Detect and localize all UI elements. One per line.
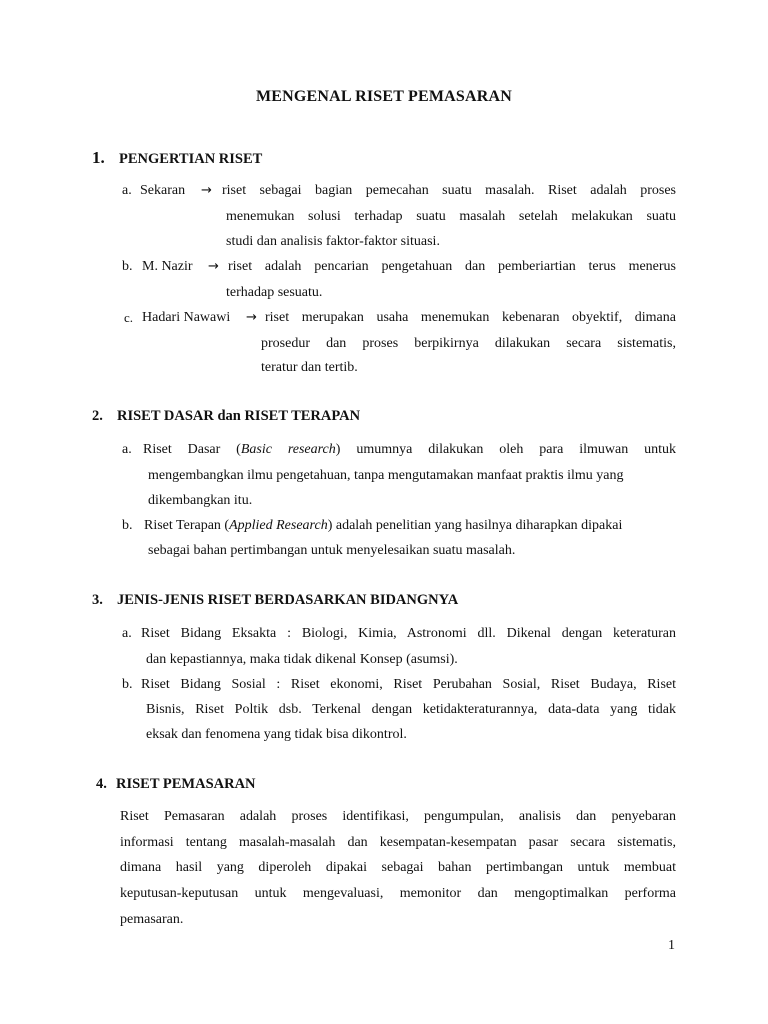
s3-b-line-2: Bisnis, Riset Poltik dsb. Terkenal dengan ketidakteraturannya, data-data yang tidak bbox=[146, 702, 676, 717]
section-3-heading bbox=[92, 592, 458, 609]
s1-c-line-3: teratur dan tertib. bbox=[261, 360, 358, 375]
s1-b-line-2: terhadap sesuatu. bbox=[226, 285, 323, 300]
arrow-icon: → bbox=[208, 259, 219, 274]
s2-b-marker: b. bbox=[122, 518, 133, 533]
s3-b-marker: b. bbox=[122, 677, 133, 692]
s1-a-text-1: riset sebagai bagian pemecahan suatu masalah. Riset adalah proses bbox=[222, 183, 676, 198]
s2-a-line-2: mengembangkan ilmu pengetahuan, tanpa mengutamakan manfaat praktis ilmu yang bbox=[148, 468, 624, 483]
section-3-title: JENIS-JENIS RISET BERDASARKAN BIDANGNYA bbox=[117, 592, 459, 608]
arrow-icon: → bbox=[201, 183, 212, 198]
s2-b-text-1: Riset Terapan (Applied Research) adalah penelitian yang hasilnya diharapkan dipakai bbox=[144, 518, 623, 533]
arrow-icon: → bbox=[246, 310, 257, 325]
s4-paragraph-line-3: dimana hasil yang diperoleh dipakai sebagai bahan pertimbangan untuk membuat bbox=[120, 860, 676, 875]
s3-a-marker: a. bbox=[122, 626, 132, 641]
s1-a-author: Sekaran bbox=[140, 183, 186, 198]
s2-a-marker: a. bbox=[122, 442, 132, 457]
section-1-title: PENGERTIAN RISET bbox=[119, 151, 263, 167]
s3-b-line-3: eksak dan fenomena yang tidak bisa dikontrol. bbox=[146, 727, 407, 742]
section-4-heading bbox=[96, 776, 256, 793]
document-title: MENGENAL RISET PEMASARAN bbox=[255, 88, 513, 105]
s3-a-line-2: dan kepastiannya, maka tidak dikenal Konsep (asumsi). bbox=[146, 652, 458, 667]
s4-paragraph-line-2: informasi tentang masalah-masalah dan kesempatan-kesempatan pasar secara sistematis, bbox=[120, 835, 676, 850]
section-3-number: 3. bbox=[92, 592, 103, 608]
section-2-heading bbox=[92, 408, 360, 425]
page-number: 1 bbox=[668, 938, 675, 953]
section-1-number: 1. bbox=[92, 148, 105, 167]
section-1-heading bbox=[92, 148, 262, 168]
s1-c-marker: c. bbox=[124, 310, 134, 325]
s1-b-author: M. Nazir bbox=[142, 259, 193, 274]
s1-b-marker: b. bbox=[122, 259, 133, 274]
s2-a-line-3: dikembangkan itu. bbox=[148, 493, 253, 508]
s2-a-text-1: Riset Dasar (Basic research) umumnya dilakukan oleh para ilmuwan untuk bbox=[143, 442, 676, 457]
s4-paragraph-line-4: keputusan-keputusan untuk mengevaluasi, memonitor dan mengoptimalkan performa bbox=[120, 886, 676, 901]
s4-paragraph-line-1: Riset Pemasaran adalah proses identifikasi, pengumpulan, analisis dan penyebaran bbox=[120, 809, 676, 824]
s1-c-line-2: prosedur dan proses berpikirnya dilakukan secara sistematis, bbox=[261, 336, 676, 351]
s2-b-line-2: sebagai bahan pertimbangan untuk menyelesaikan suatu masalah. bbox=[148, 543, 516, 558]
s1-a-line-3: studi dan analisis faktor-faktor situasi. bbox=[226, 234, 440, 249]
s1-a-line-2: menemukan solusi terhadap suatu masalah setelah melakukan suatu bbox=[226, 209, 676, 224]
section-4-number: 4. bbox=[96, 776, 107, 792]
section-2-title: RISET DASAR dan RISET TERAPAN bbox=[117, 408, 361, 424]
s4-paragraph-line-5: pemasaran. bbox=[120, 912, 184, 927]
section-2-number: 2. bbox=[92, 408, 103, 424]
s1-c-author: Hadari Nawawi bbox=[142, 310, 231, 325]
s1-b-text-1: riset adalah pencarian pengetahuan dan pemberiartian terus menerus bbox=[228, 259, 676, 274]
section-4-title: RISET PEMASARAN bbox=[116, 776, 256, 792]
s3-b-text-1: Riset Bidang Sosial : Riset ekonomi, Riset Perubahan Sosial, Riset Budaya, Riset bbox=[141, 677, 676, 692]
s3-a-text-1: Riset Bidang Eksakta : Biologi, Kimia, Astronomi dll. Dikenal dengan keteraturan bbox=[141, 626, 676, 641]
s1-c-text-1: riset merupakan usaha menemukan kebenaran obyektif, dimana bbox=[265, 310, 676, 325]
s1-a-marker: a. bbox=[122, 183, 132, 198]
